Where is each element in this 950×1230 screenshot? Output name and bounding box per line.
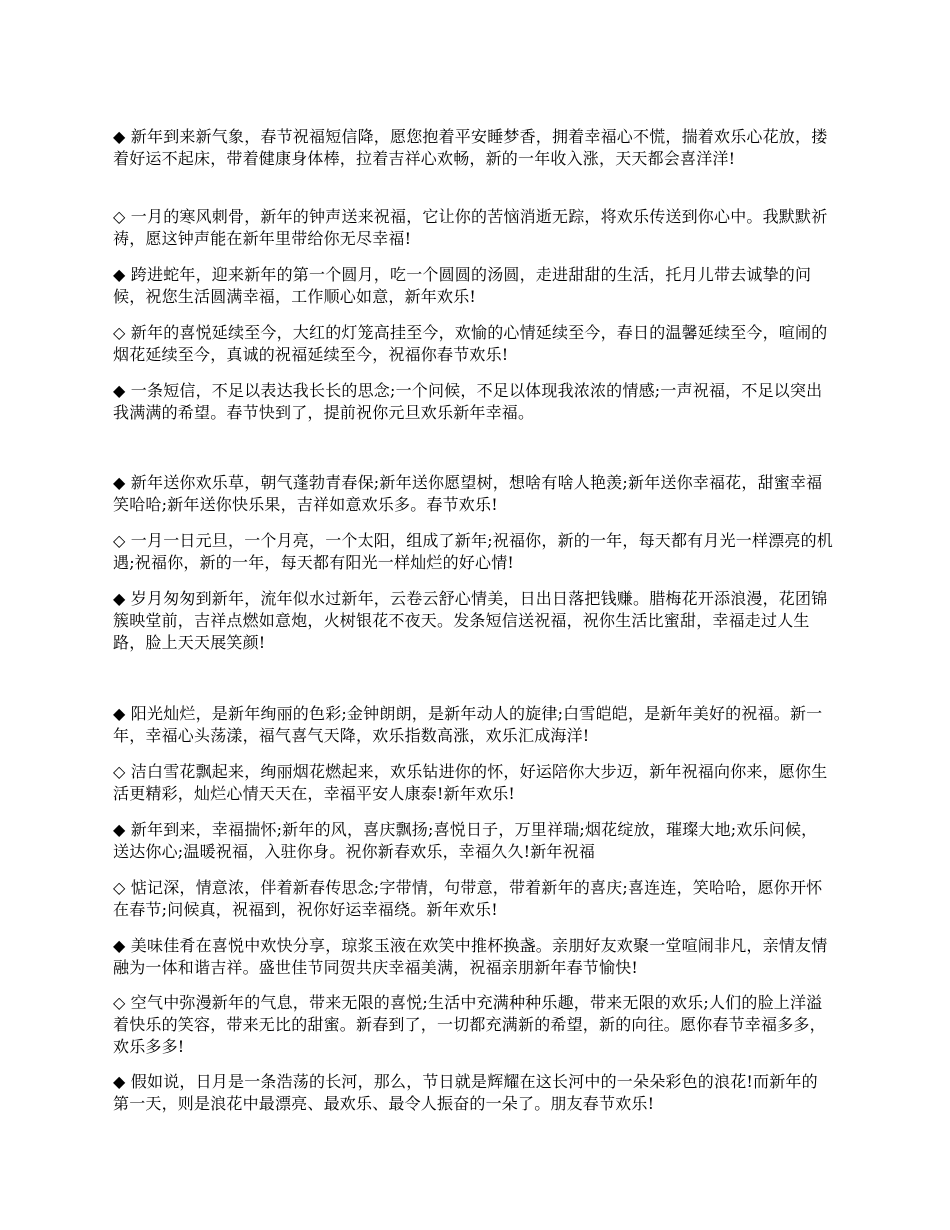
greeting-paragraph-9: ◆ 阳光灿烂，是新年绚丽的色彩;金钟朗朗，是新年动人的旋律;白雪皑皑，是新年美好的祝福。新一年，幸福心头荡漾，福气喜气天降，欢乐指数高涨，欢乐汇成海洋!	[113, 704, 823, 745]
greeting-paragraph-3: ◆ 跨进蛇年，迎来新年的第一个圆月，吃一个圆圆的汤圆，走进甜甜的生活，托月儿带去诚挚的问候，祝您生活圆满幸福，工作顺心如意，新年欢乐!	[113, 265, 812, 306]
greeting-paragraph-8: ◆ 岁月匆匆到新年，流年似水过新年，云卷云舒心情美，日出日落把钱赚。腊梅花开添浪漫，花团锦簇映堂前，吉祥点燃如意炮，火树银花不夜天。发条短信送祝福，祝你生活比蜜甜，幸福走过人生路，脸上天天展笑颜!	[113, 589, 828, 652]
greeting-paragraph-13: ◆ 美味佳肴在喜悦中欢快分享，琼浆玉液在欢笑中推杯换盏。亲朋好友欢聚一堂喧闹非凡，亲情友情融为一体和谐吉祥。盛世佳节同贺共庆幸福美满，祝福亲朋新年春节愉快!	[113, 936, 828, 977]
greeting-paragraph-6: ◆ 新年送你欢乐草，朝气蓬勃青春保;新年送你愿望树，想啥有啥人艳羡;新年送你幸福花，甜蜜幸福笑哈哈;新年送你快乐果，吉祥如意欢乐多。春节欢乐!	[113, 473, 823, 514]
greeting-paragraph-7: ◇ 一月一日元旦，一个月亮，一个太阳，组成了新年;祝福你，新的一年，每天都有月光一样漂亮的机遇;祝福你，新的一年，每天都有阳光一样灿烂的好心情!	[113, 531, 833, 572]
greeting-paragraph-15: ◆ 假如说，日月是一条浩荡的长河，那么，节日就是辉耀在这长河中的一朵朵彩色的浪花!而新年的第一天，则是浪花中最漂亮、最欢乐、最令人振奋的一朵了。朋友春节欢乐!	[113, 1072, 818, 1113]
greeting-paragraph-11: ◆ 新年到来，幸福揣怀;新年的风，喜庆飘扬;喜悦日子，万里祥瑞;烟花绽放，璀璨大地;欢乐问候，送达你心;温暖祝福，入驻你身。祝你新春欢乐，幸福久久!新年祝福	[113, 820, 818, 861]
greeting-paragraph-1: ◆ 新年到来新气象，春节祝福短信降，愿您抱着平安睡梦香，拥着幸福心不慌，揣着欢乐心花放，搂着好运不起床，带着健康身体棒，拉着吉祥心欢畅，新的一年收入涨，天天都会喜洋洋!	[113, 127, 828, 168]
greeting-paragraph-4: ◇ 新年的喜悦延续至今，大红的灯笼高挂至今，欢愉的心情延续至今，春日的温馨延续至今，喧闹的烟花延续至今，真诚的祝福延续至今，祝福你春节欢乐!	[113, 323, 828, 364]
greeting-paragraph-12: ◇ 惦记深，情意浓，伴着新春传思念;字带情，句带意，带着新年的喜庆;喜连连，笑哈哈，愿你开怀在春节;问候真，祝福到，祝你好运幸福绕。新年欢乐!	[113, 878, 823, 919]
greeting-paragraph-14: ◇ 空气中弥漫新年的气息，带来无限的喜悦;生活中充满种种乐趣，带来无限的欢乐;人们的脸上洋溢着快乐的笑容，带来无比的甜蜜。新春到了，一切都充满新的希望，新的向往。愿你春节幸福多多，欢乐多多!	[113, 993, 826, 1056]
greeting-paragraph-5: ◆ 一条短信，不足以表达我长长的思念;一个问候，不足以体现我浓浓的情感;一声祝福，不足以突出我满满的希望。春节快到了，提前祝你元旦欢乐新年幸福。	[113, 381, 823, 422]
greeting-paragraph-2: ◇ 一月的寒风刺骨，新年的钟声送来祝福，它让你的苦恼消逝无踪，将欢乐传送到你心中。我默默祈祷，愿这钟声能在新年里带给你无尽幸福!	[113, 207, 828, 248]
greeting-paragraph-10: ◇ 洁白雪花飘起来，绚丽烟花燃起来，欢乐钻进你的怀，好运陪你大步迈，新年祝福向你来，愿你生活更精彩，灿烂心情天天在，幸福平安人康泰!新年欢乐!	[113, 762, 828, 803]
